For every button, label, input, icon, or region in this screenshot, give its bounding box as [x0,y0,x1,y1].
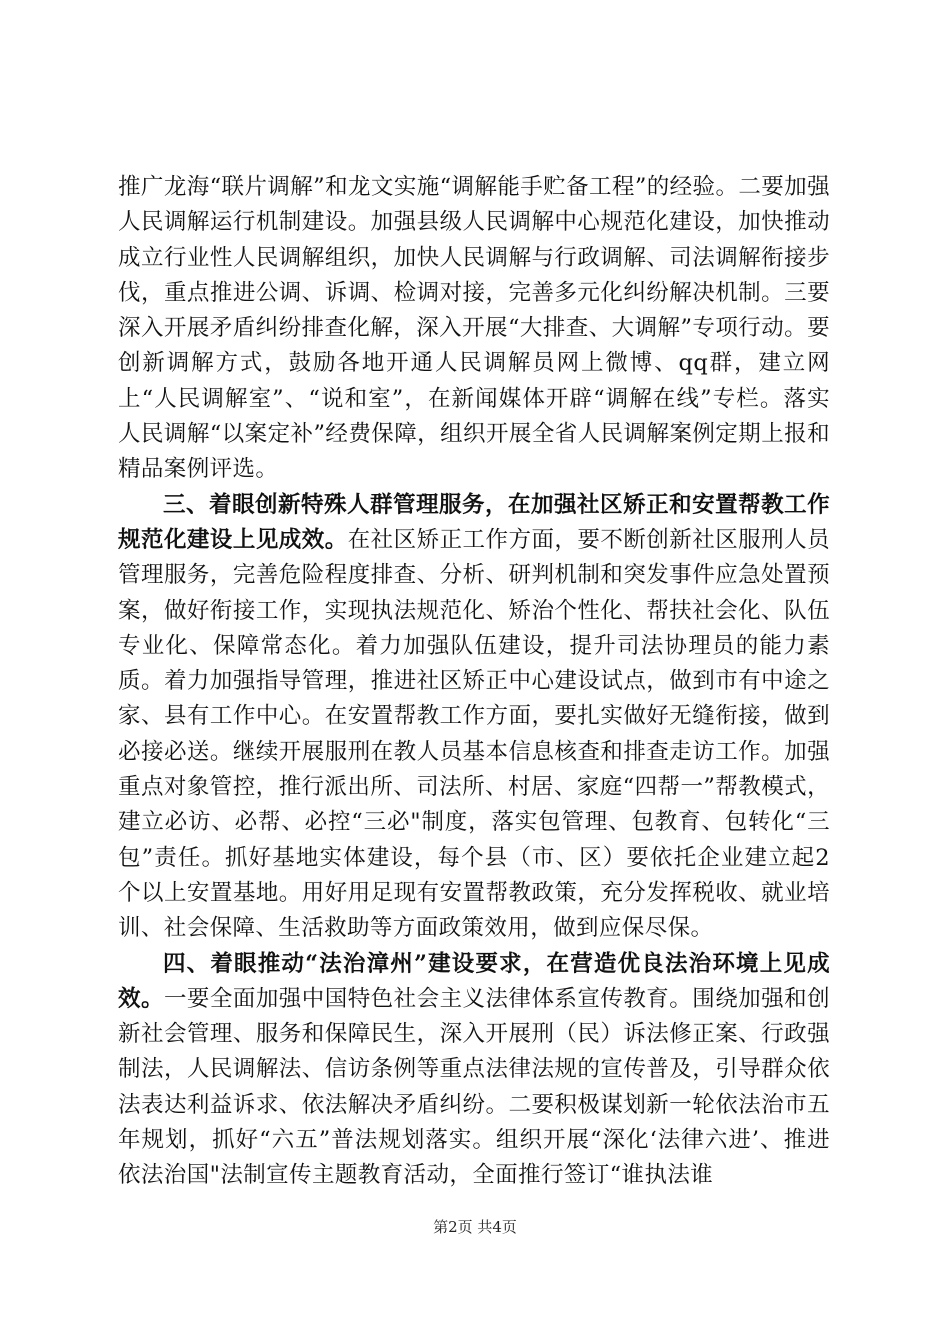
page-number-footer: 第2页 共4页 [433,1218,517,1236]
paragraph-heading: 三、着眼创新特殊人群管理服务，在加强社区矫正和安置帮教工作规范化建设上见成效。 [118,491,830,553]
paragraph-body: 一要全面加强中国特色社会主义法律体系宣传教育。围绕加强和创新社会管理、服务和保障民生，深入开展刑（民）诉法修正案、行政强制法，人民调解法、信访条例等重点法律法规的宣传普及，引导群众依法表达利益诉求、依法解决矛盾纠纷。二要积极谋划新一轮依法治市五年规划，抓好“六五”普法规划落实。组织开展“深化‘法律六进’、推进依法治国"法制宣传主题教育活动，全面推行签订“谁执法谁 [118,985,830,1189]
body-text [118,170,830,1194]
paragraph-special-groups [118,488,830,947]
paragraph-body: 推广龙海“联片调解”和龙文实施“调解能手贮备工程”的经验。二要加强人民调解运行机制建设。加强县级人民调解中心规范化建设，加快推动成立行业性人民调解组织，加快人民调解与行政调解、司法调解衔接步伐，重点推进公调、诉调、检调对接，完善多元化纠纷解决机制。三要深入开展矛盾纠纷排查化解，深入开展“大排查、大调解”专项行动。要创新调解方式，鼓励各地开通人民调解员网上微博、qq群，建立网上“人民调解室”、“说和室”，在新闻媒体开辟“调解在线”专栏。落实人民调解“以案定补”经费保障，组织开展全省人民调解案例定期上报和精品案例评选。 [118,174,830,483]
paragraph-rule-of-law [118,947,830,1194]
paragraph-body: 在社区矫正工作方面，要不断创新社区服刑人员管理服务，完善危险程度排查、分析、研判机制和突发事件应急处置预案，做好衔接工作，实现执法规范化、矫治个性化、帮扶社会化、队伍专业化、保障常态化。着力加强队伍建设，提升司法协理员的能力素质。着力加强指导管理，推进社区矫正中心建设试点，做到市有中途之家、县有工作中心。在安置帮教工作方面，要扎实做好无缝衔接，做到必接必送。继续开展服刑在教人员基本信息核查和排查走访工作。加强重点对象管控，推行派出所、司法所、村居、家庭“四帮一”帮教模式，建立必访、必帮、必控“三必"制度，落实包管理、包教育、包转化“三包”责任。抓好基地实体建设，每个县（市、区）要依托企业建立起2个以上安置基地。用好用足现有安置帮教政策，充分发挥税收、就业培训、社会保障、生活救助等方面政策效用，做到应保尽保。 [118,526,830,942]
paragraph-mediation [118,170,830,488]
paragraph-heading: 四、着眼推动“法治漳州”建设要求，在营造优良法治环境上见成效。 [118,950,830,1012]
